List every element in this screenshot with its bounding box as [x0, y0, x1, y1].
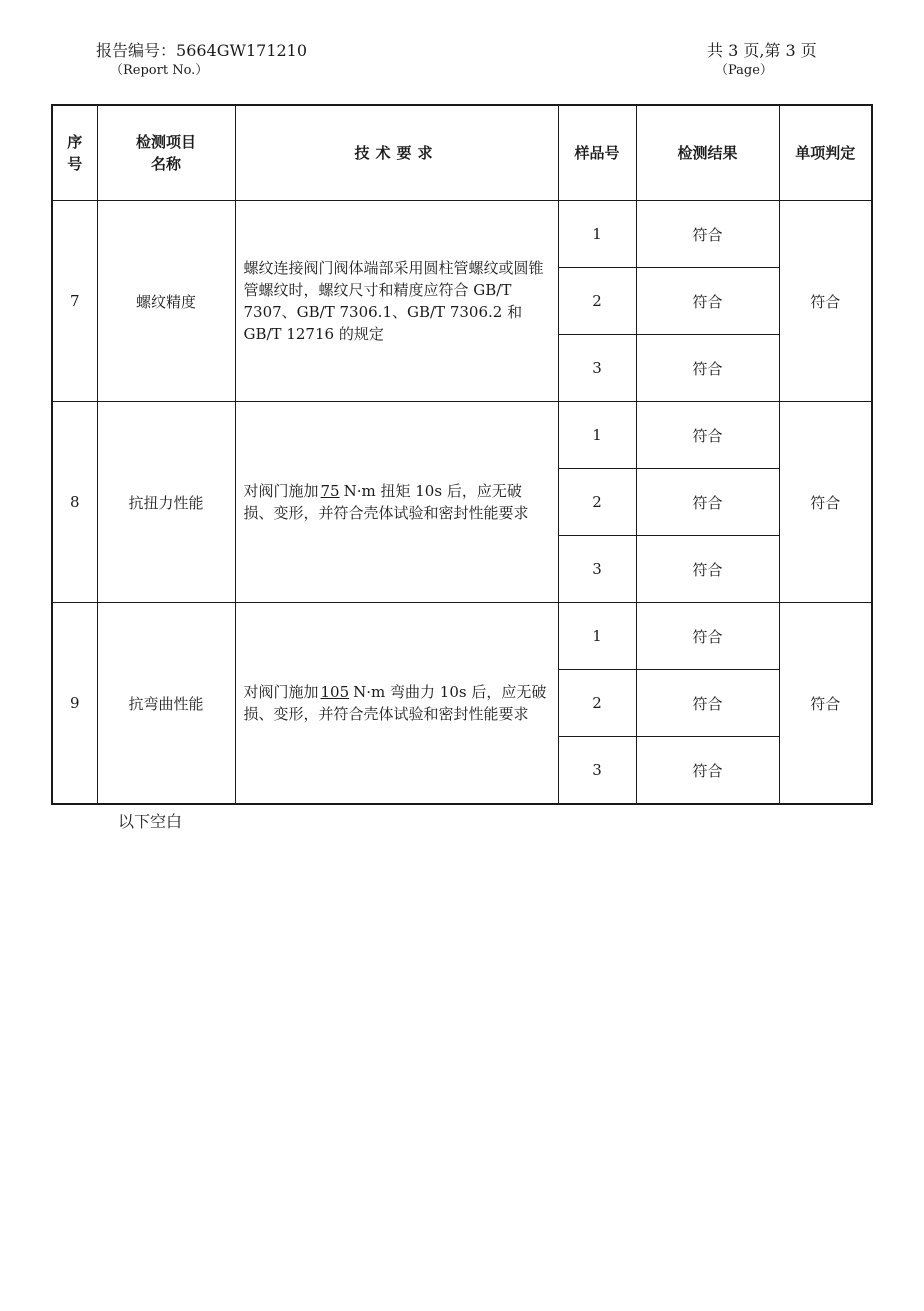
sample-result: 符合: [636, 670, 779, 737]
row-verdict: 符合: [779, 201, 872, 402]
sample-result: 符合: [636, 402, 779, 469]
col-header-verdict: 单项判定: [779, 105, 872, 201]
torque-value: 75: [320, 482, 340, 500]
report-number-block: [96, 40, 307, 80]
sample-result: 符合: [636, 335, 779, 402]
row-requirement: [235, 603, 558, 805]
blank-below-note: 以下空白: [118, 812, 183, 831]
table-row: [52, 603, 872, 670]
report-number-label: 报告编号：: [96, 41, 177, 60]
sample-result: 符合: [636, 268, 779, 335]
sample-no: 3: [558, 335, 636, 402]
sample-no: 1: [558, 603, 636, 670]
col-header-seq: 序号: [52, 105, 97, 201]
page-info: 共 3 页,第 3 页: [707, 41, 817, 60]
row-item: 抗弯曲性能: [97, 603, 235, 805]
row-requirement: [235, 402, 558, 603]
row-item: 螺纹精度: [97, 201, 235, 402]
row-verdict: 符合: [779, 402, 872, 603]
page-en-label: （Page）: [715, 63, 773, 78]
report-number: 5664GW171210: [176, 41, 308, 60]
sample-no: 1: [558, 201, 636, 268]
sample-no: 2: [558, 670, 636, 737]
sample-no: 3: [558, 536, 636, 603]
row-verdict: 符合: [779, 603, 872, 805]
sample-result: 符合: [636, 469, 779, 536]
sample-result: 符合: [636, 201, 779, 268]
row-requirement: 螺纹连接阀门阀体端部采用圆柱管螺纹或圆锥管螺纹时，螺纹尺寸和精度应符合 GB/T 7307、GB/T 7306.1、GB/T 7306.2 和 GB/T 12716 的规定: [235, 201, 558, 402]
sample-no: 3: [558, 737, 636, 805]
sample-result: 符合: [636, 536, 779, 603]
report-number-en-label: （Report No.）: [110, 63, 209, 78]
page-info-block: [707, 40, 817, 80]
requirement-text-pre: 对阀门施加: [243, 482, 319, 500]
inspection-table: [51, 104, 873, 805]
row-seq: 9: [52, 603, 97, 805]
row-seq: 7: [52, 201, 97, 402]
sample-no: 1: [558, 402, 636, 469]
col-header-sample: 样品号: [558, 105, 636, 201]
table-row: [52, 201, 872, 268]
bending-value: 105: [320, 683, 350, 701]
requirement-text-post: N·m 扭矩 10s 后，应无破损、变形，并符合壳体试验和密封性能要求: [243, 482, 529, 522]
requirement-text-post: N·m 弯曲力 10s 后，应无破损、变形，并符合壳体试验和密封性能要求: [243, 683, 547, 723]
report-number-line: [96, 40, 307, 62]
col-header-item: 检测项目 名称: [97, 105, 235, 201]
sample-result: 符合: [636, 737, 779, 805]
table-row: [52, 402, 872, 469]
col-header-result: 检测结果: [636, 105, 779, 201]
col-header-requirement: 技术要求: [235, 105, 558, 201]
requirement-text-pre: 对阀门施加: [243, 683, 319, 701]
sample-no: 2: [558, 469, 636, 536]
row-seq: 8: [52, 402, 97, 603]
table-header-row: [52, 105, 872, 201]
row-item: 抗扭力性能: [97, 402, 235, 603]
sample-result: 符合: [636, 603, 779, 670]
sample-no: 2: [558, 268, 636, 335]
